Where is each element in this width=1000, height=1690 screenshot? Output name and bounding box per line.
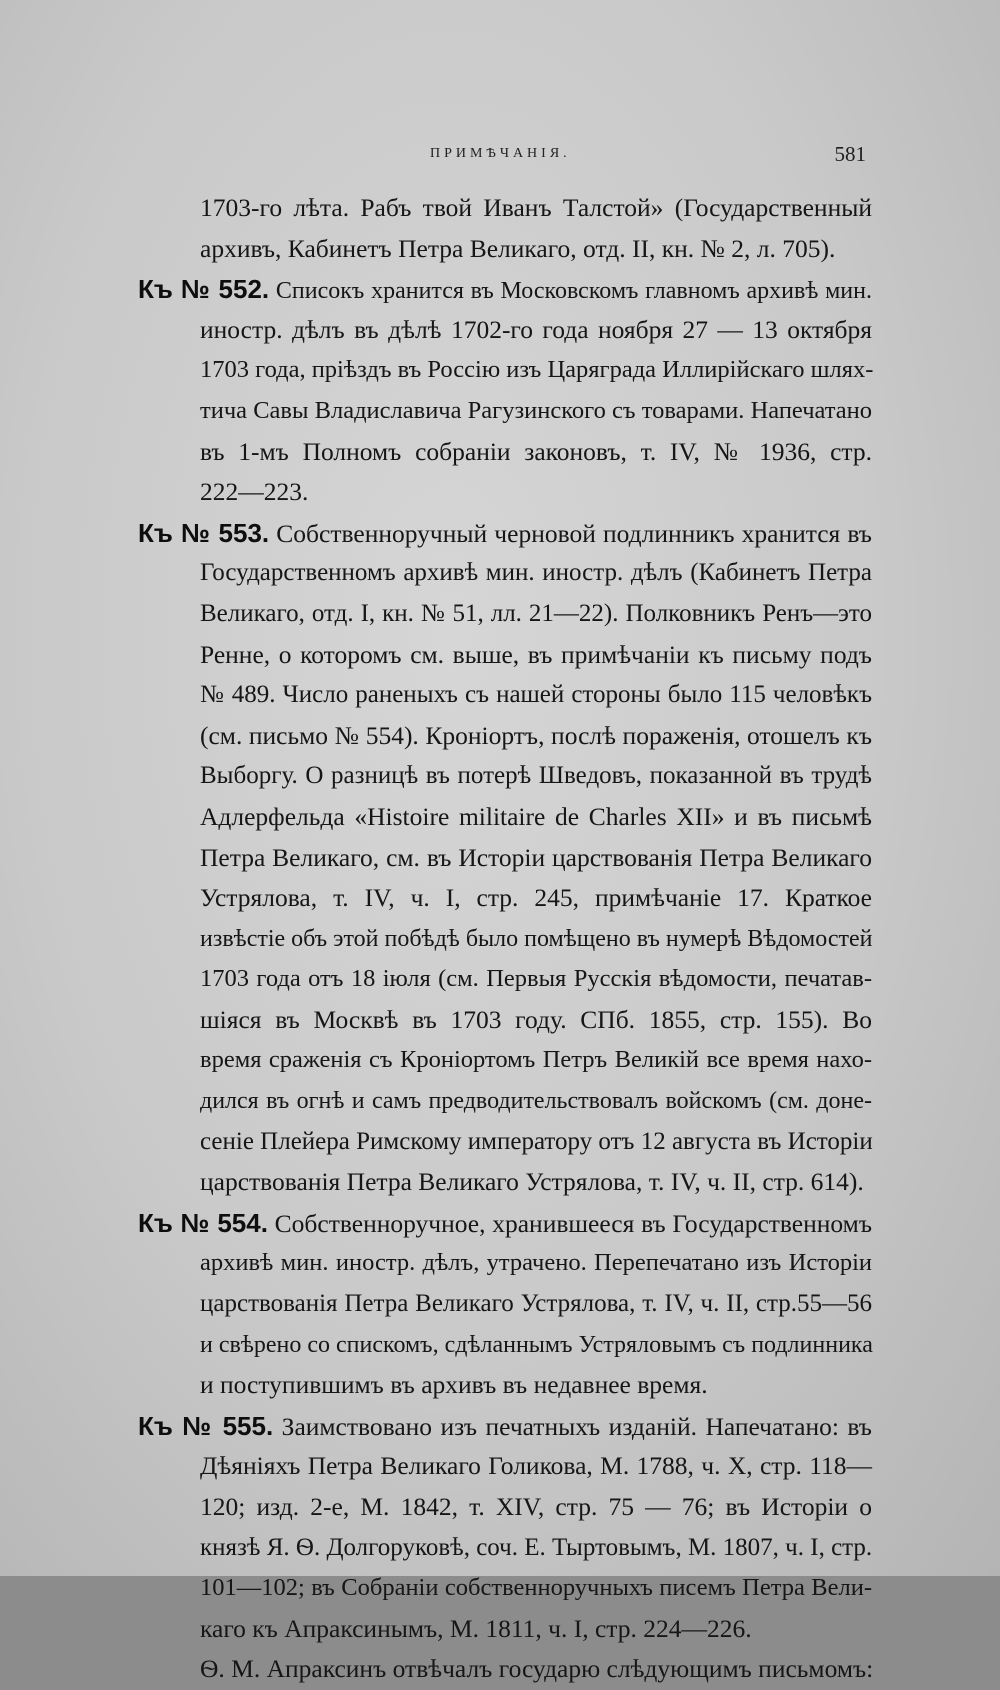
text-line: 1703 года отъ 18 іюля (см. Первыя Русскія вѣдомости, печатав-	[200, 965, 872, 993]
text-line: князѣ Я. Ѳ. Долгоруковѣ, соч. Е. Тыртовымъ, М. 1807, ч. I, стр.	[200, 1533, 873, 1561]
note-text: Списокъ хранится въ Московскомъ главномъ архивѣ мин.	[269, 278, 872, 305]
text-line: Ренне, о которомъ см. выше, въ примѣчаніи къ письму подъ	[200, 639, 872, 669]
text-line: Петра Великаго, см. въ Исторіи царствованія Петра Великаго	[200, 842, 872, 872]
text-line: Устрялова, т. IV, ч. I, стр. 245, примѣчаніе 17. Краткое	[200, 883, 872, 913]
text-line: 120; изд. 2-е, М. 1842, т. XIV, стр. 75 — 76; въ Исторіи о	[200, 1492, 872, 1521]
text-line: тича Савы Владиславича Рагузинского съ товарами. Напечатано	[200, 396, 872, 424]
note-entry-line	[138, 269, 872, 310]
note-entry-line	[138, 1203, 872, 1244]
text-line: иностр. дѣлъ въ дѣлѣ 1702-го года ноября 27 — 13 октября	[200, 314, 872, 344]
text-line: царствованія Петра Великаго Устрялова, т. IV, ч. II, стр.55—56	[200, 1290, 872, 1318]
text-line: каго къ Апраксинымъ, М. 1811, ч. I, стр. 224—226.	[200, 1613, 752, 1643]
text-line: царствованія Петра Великаго Устрялова, т. IV, ч. II, стр. 614).	[200, 1167, 864, 1197]
text-line: 222—223.	[200, 477, 309, 507]
note-text: Заимствовано изъ печатныхъ изданій. Напечатано: въ	[273, 1411, 872, 1441]
text-line: Адлерфельда «Histoire militaire de Charles XII» и въ письмѣ	[200, 801, 872, 831]
note-entry-line	[138, 1406, 872, 1447]
note-number-label: Къ № 553.	[138, 517, 270, 548]
note-text: Собственноручное, хранившееся въ Государственномъ	[267, 1208, 873, 1238]
text-line: 1703-го лѣта. Рабъ твой Иванъ Талстой» (Государственный	[200, 193, 872, 222]
text-line: сеніе Плейера Римскому императору отъ 12 августа въ Исторіи	[200, 1127, 873, 1155]
text-line: Выборгу. О разницѣ въ потерѣ Шведовъ, показанной въ трудѣ	[200, 762, 872, 790]
text-line: Государственномъ архивѣ мин. иностр. дѣлъ (Кабинетъ Петра	[200, 559, 872, 587]
text-line: извѣстіе объ этой побѣдѣ было помѣщено въ нумерѣ Вѣдомостей	[200, 925, 873, 952]
text-line: архивъ, Кабинетъ Петра Великаго, отд. II, кн. № 2, л. 705).	[200, 233, 836, 263]
note-entry-line	[138, 513, 872, 554]
running-head: ПРИМѢЧАНІЯ.	[430, 146, 571, 161]
text-line: (см. письмо № 554). Кроніортъ, послѣ пораженія, отошелъ къ	[200, 720, 872, 750]
note-text: Собственноручный черновой подлинникъ хранится въ	[269, 518, 872, 548]
text-line: и поступившимъ въ архивъ въ недавнее время.	[200, 1370, 708, 1400]
note-number-label: Къ № 555.	[138, 1410, 274, 1441]
note-number-label: Къ № 552.	[138, 274, 270, 305]
text-line: дился въ огнѣ и самъ предводительствовалъ войскомъ (см. доне-	[200, 1088, 872, 1115]
text-line: Дѣяніяхъ Петра Великаго Голикова, М. 1788, ч. X, стр. 118—	[200, 1451, 872, 1481]
text-line: 1703 года, пріѣздъ въ Россію изъ Царяграда Иллирійскаго шлях-	[200, 356, 874, 384]
text-line: и свѣрено со спискомъ, сдѣланнымъ Устряловымъ съ подлинника	[200, 1331, 873, 1358]
page-header	[200, 142, 872, 172]
text-line: время сраженія съ Кроніортомъ Петръ Великій все время нахо-	[200, 1046, 872, 1074]
note-number-label: Къ № 554.	[138, 1207, 268, 1238]
notes-text	[138, 188, 872, 1690]
text-line: шіяся въ Москвѣ въ 1703 году. СПб. 1855, стр. 155). Во	[200, 1004, 872, 1034]
text-line: архивѣ мин. иностр. дѣлъ, утрачено. Перепечатано изъ Исторіи	[200, 1249, 872, 1277]
page-number: 581	[834, 142, 866, 166]
text-line: № 489. Число раненыхъ съ нашей стороны было 115 человѣкъ	[200, 681, 872, 709]
text-line: въ 1-мъ Полномъ собраніи законовъ, т. IV, № 1936, стр.	[200, 436, 872, 466]
text-line: Великаго, отд. I, кн. № 51, лл. 21—22). Полковникъ Ренъ—это	[200, 599, 872, 627]
paragraph-line: Ѳ. М. Апраксинъ отвѣчалъ государю слѣдующимъ письмомъ:	[200, 1654, 874, 1684]
text-line: 101—102; въ Собраніи собственноручныхъ писемъ Петра Вели-	[200, 1574, 872, 1602]
